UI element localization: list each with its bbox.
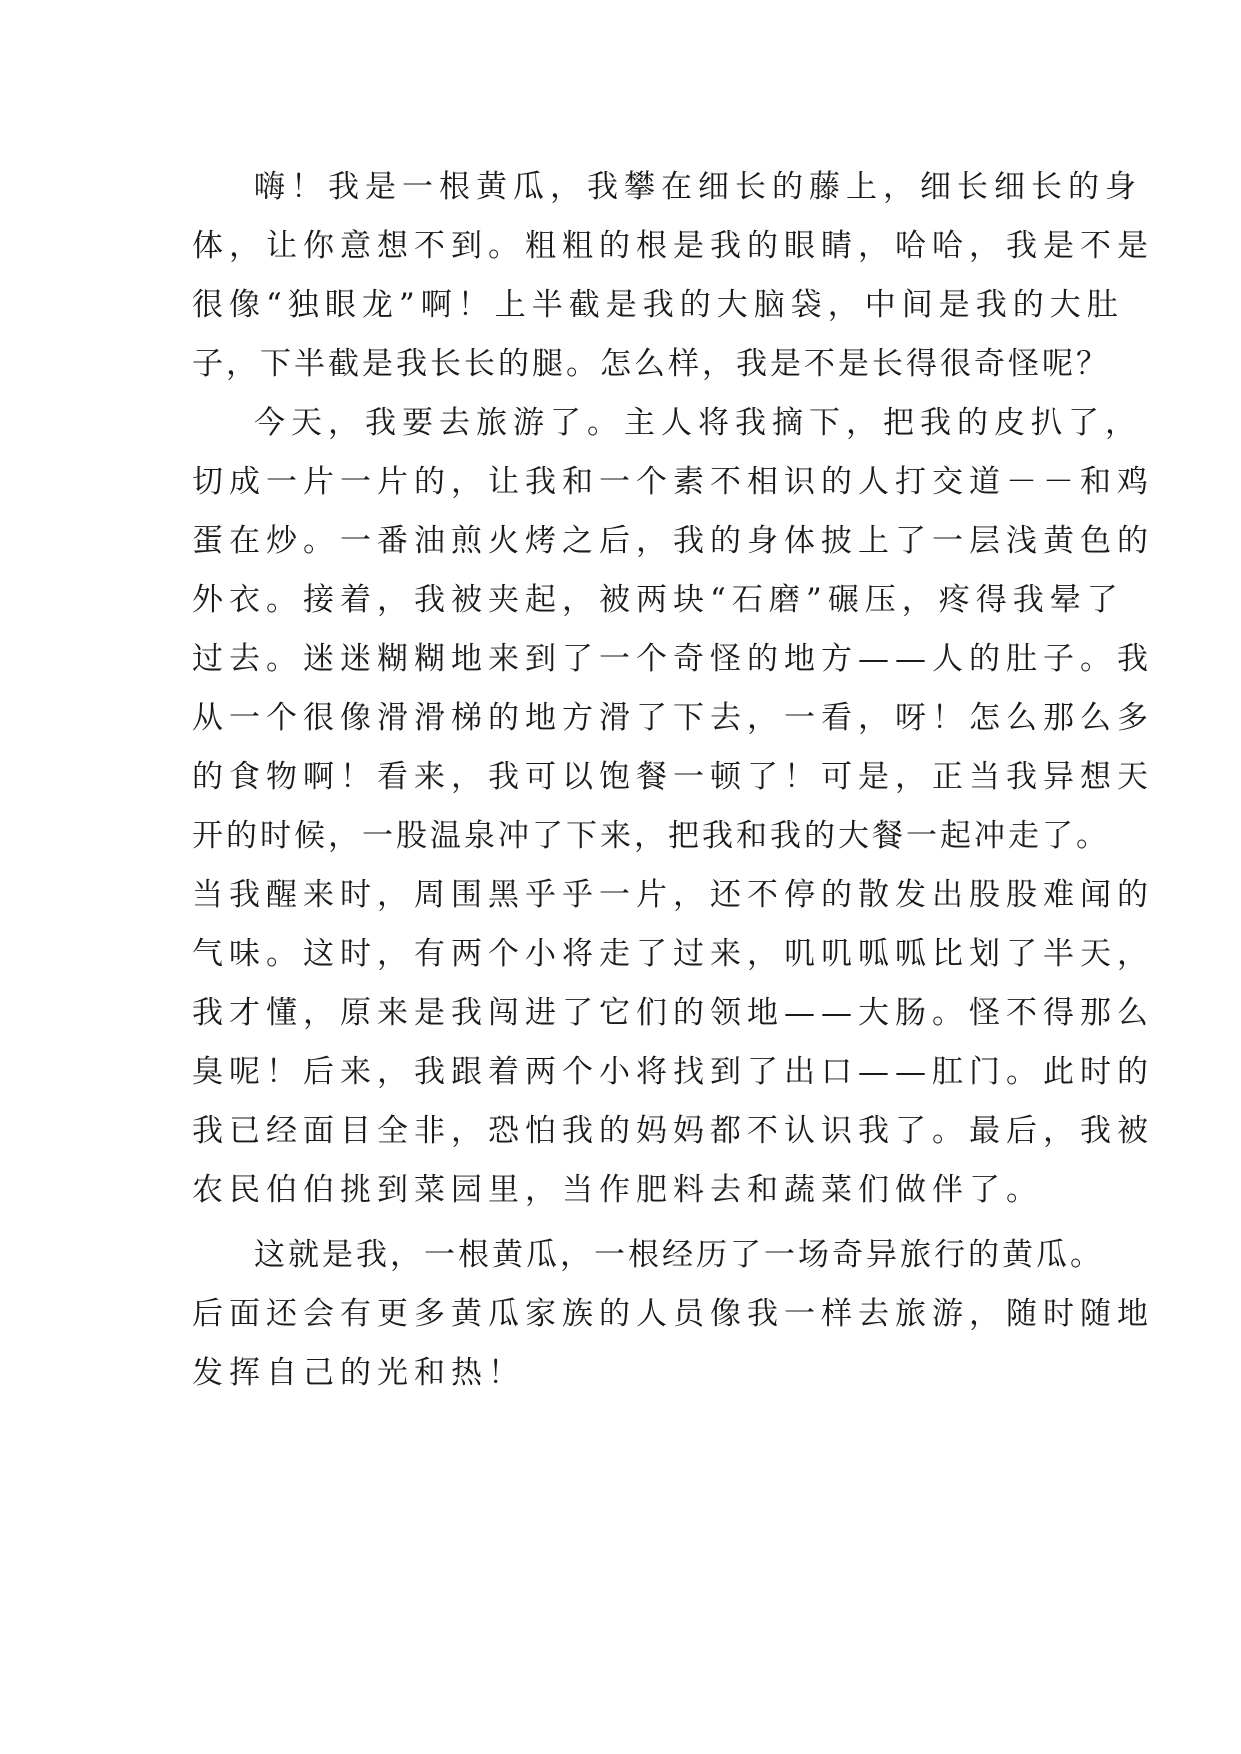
paragraph-line: 很像“独眼龙”啊！上半截是我的大脑袋，中间是我的大肚 [192,287,1124,323]
paragraph-line: 的食物啊！看来，我可以饱餐一顿了！可是，正当我异想天 [192,759,1154,795]
paragraph-line: 从一个很像滑滑梯的地方滑了下去，一看，呀！怎么那么多 [192,700,1154,736]
paragraph-line: 开的时候，一股温泉冲了下来，把我和我的大餐一起冲走了。 [192,818,1110,854]
paragraph-line: 切成一片一片的，让我和一个素不相识的人打交道－－和鸡 [192,464,1154,500]
paragraph-line: 过去。迷迷糊糊地来到了一个奇怪的地方——人的肚子。我 [192,641,1154,677]
paragraph-line: 气味。这时，有两个小将走了过来，叽叽呱呱比划了半天， [192,936,1154,972]
paragraph-line: 体，让你意想不到。粗粗的根是我的眼睛，哈哈，我是不是 [192,228,1154,264]
paragraph-line: 这就是我，一根黄瓜，一根经历了一场奇异旅行的黄瓜。 [254,1237,1104,1273]
paragraph-2 [192,394,1154,1220]
paragraph-1 [192,158,1154,394]
paragraph-line: 子，下半截是我长长的腿。怎么样，我是不是长得很奇怪呢？ [192,346,1110,382]
paragraph-line: 后面还会有更多黄瓜家族的人员像我一样去旅游，随时随地 [192,1296,1154,1332]
paragraph-line: 外衣。接着，我被夹起，被两块“石磨”碾压，疼得我晕了 [192,582,1124,618]
paragraph-line: 农民伯伯挑到菜园里，当作肥料去和蔬菜们做伴了。 [192,1172,1043,1208]
paragraph-line: 当我醒来时，周围黑乎乎一片，还不停的散发出股股难闻的 [192,877,1154,913]
paragraph-line: 发挥自己的光和热！ [192,1355,525,1391]
document-body [192,158,1154,1403]
paragraph-line: 臭呢！后来，我跟着两个小将找到了出口——肛门。此时的 [192,1054,1154,1090]
paragraph-line: 我才懂，原来是我闯进了它们的领地——大肠。怪不得那么 [192,995,1154,1031]
paragraph-line: 蛋在炒。一番油煎火烤之后，我的身体披上了一层浅黄色的 [192,523,1154,559]
paragraph-line: 我已经面目全非，恐怕我的妈妈都不认识我了。最后，我被 [192,1113,1154,1149]
paragraph-line: 今天，我要去旅游了。主人将我摘下，把我的皮扒了， [254,405,1142,441]
paragraph-line: 嗨！我是一根黄瓜，我攀在细长的藤上，细长细长的身 [254,169,1142,205]
paragraph-3 [192,1226,1154,1403]
